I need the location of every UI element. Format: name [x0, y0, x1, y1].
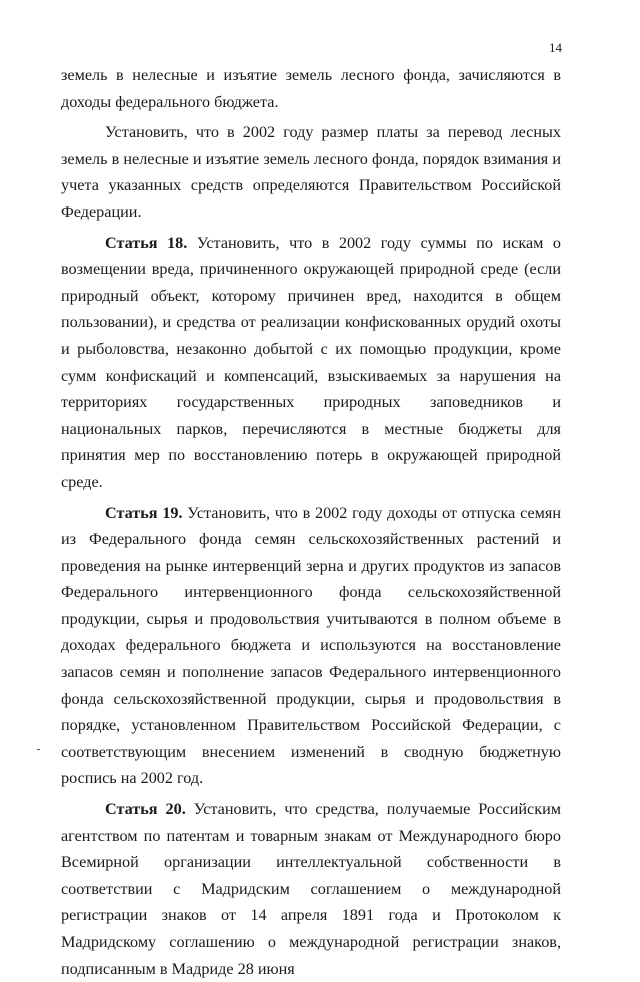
- article-20: [61, 796, 561, 982]
- article-18: [61, 230, 561, 496]
- document-body: [61, 62, 561, 982]
- article-19-heading: Статья 19.: [105, 503, 183, 522]
- page-number: 14: [549, 40, 562, 55]
- paragraph-continuation: земель в нелесные и изъятие земель лесного фонда, зачисляются в доходы федерального бюджета.: [61, 66, 561, 111]
- article-18-text: Установить, что в 2002 году суммы по искам о возмещении вреда, причиненного окружающей природной среде (если природный объект, которому причинен вред, находится в общем пользовании), и средства от реализации конфискованных орудий охоты и рыболовства, незаконно добытой с их помощью продукции, кроме сумм конфискаций и компенсаций, взыскиваемых за нарушения на территориях государственных природных заповедников и национальных парков, перечисляются в местные бюджеты для принятия мер по восстановлению потерь в окружающей природной среде.: [61, 233, 561, 491]
- article-19: [61, 500, 561, 793]
- article-19-text: Установить, что в 2002 году доходы от отпуска семян из Федерального фонда семян сельскохозяйственных растений и проведения на рынке интервенций зерна и других продуктов из запасов Федерального интервенционного фонда сельскохозяйственной продукции, сырья и продовольствия учитываются в полном объеме в доходах федерального бюджета и используются на восстановление запасов семян и пополнение запасов Федерального интервенционного фонда сельскохозяйственной продукции, сырья и продовольствия в порядке, установленном Правительством Российской Федерации, с соответствующим внесением изменений в сводную бюджетную роспись на 2002 год.: [61, 503, 562, 788]
- stray-mark: [37, 749, 40, 750]
- article-18-heading: Статья 18.: [105, 233, 188, 252]
- article-20-text: Установить, что средства, получаемые Российским агентством по патентам и товарным знакам от Международного бюро Всемирной организации интеллектуальной собственности в соответствии с Мадридским соглашением о международной регистрации знаков от 14 апреля 1891 года и Протоколом к Мадридскому соглашению о международной регистрации знаков, подписанным в Мадриде 28 июня: [61, 800, 561, 978]
- article-20-heading: Статья 20.: [105, 800, 186, 819]
- paragraph-fee-transfer: Установить, что в 2002 году размер платы за перевод лесных земель в нелесные и изъятие земель лесного фонда, порядок взимания и учета указанных средств определяются Правительством Российской Федерации.: [61, 123, 561, 221]
